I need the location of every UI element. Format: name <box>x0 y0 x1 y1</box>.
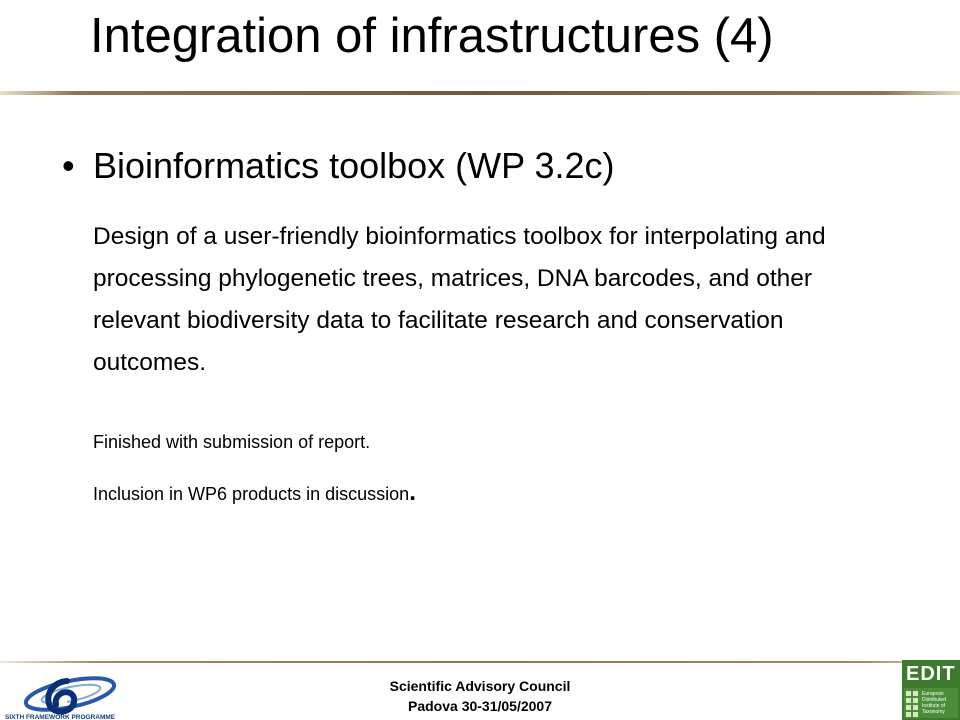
edit-logo <box>902 660 960 720</box>
fp6-programme-text: SIXTH FRAMEWORK PROGRAMME <box>5 714 116 720</box>
footer-divider <box>0 661 960 663</box>
sixth-framework-programme-logo <box>4 676 120 720</box>
edit-logo-dot-2 <box>906 698 911 703</box>
footer-location-date: Padova 30-31/05/2007 <box>408 698 552 714</box>
edit-logo-dot-4 <box>906 712 911 717</box>
status-note-period: . <box>409 478 417 506</box>
edit-logo-line-1: European <box>922 691 944 697</box>
fp6-six-core <box>59 698 67 706</box>
edit-logo-dot-7 <box>913 705 918 710</box>
edit-logo-dot-1 <box>906 691 911 696</box>
status-note-report: Finished with submission of report. <box>93 432 371 452</box>
edit-logo-line-3: Institute of <box>922 703 946 709</box>
bullet-symbol: • <box>62 145 75 186</box>
status-note-discussion <box>93 480 416 506</box>
slide-footer <box>285 676 675 716</box>
edit-logo-word: EDIT <box>906 663 956 685</box>
title-divider <box>0 91 960 95</box>
edit-logo-line-2: Distributed <box>922 697 946 703</box>
edit-logo-dot-3 <box>906 705 911 710</box>
slide-title: Integration of infrastructures (4) <box>90 9 774 63</box>
footer-council: Scientific Advisory Council <box>389 678 571 694</box>
main-bullet <box>62 143 615 189</box>
edit-logo-dot-5 <box>913 691 918 696</box>
status-note-discussion-text: Inclusion in WP6 products in discussion <box>93 484 410 504</box>
edit-logo-line-4: Taxonomy <box>922 709 945 715</box>
bullet-text: Bioinformatics toolbox (WP 3.2c) <box>93 145 615 186</box>
edit-logo-dot-8 <box>913 712 918 717</box>
workpackage-description: Design of a user-friendly bioinformatics toolbox for interpolating and processing phylogenetic trees, matrices, DNA barcodes, and other relevant biodiversity data to facilitate research and conservation outcomes. <box>93 223 826 376</box>
edit-logo-dot-6 <box>913 698 918 703</box>
